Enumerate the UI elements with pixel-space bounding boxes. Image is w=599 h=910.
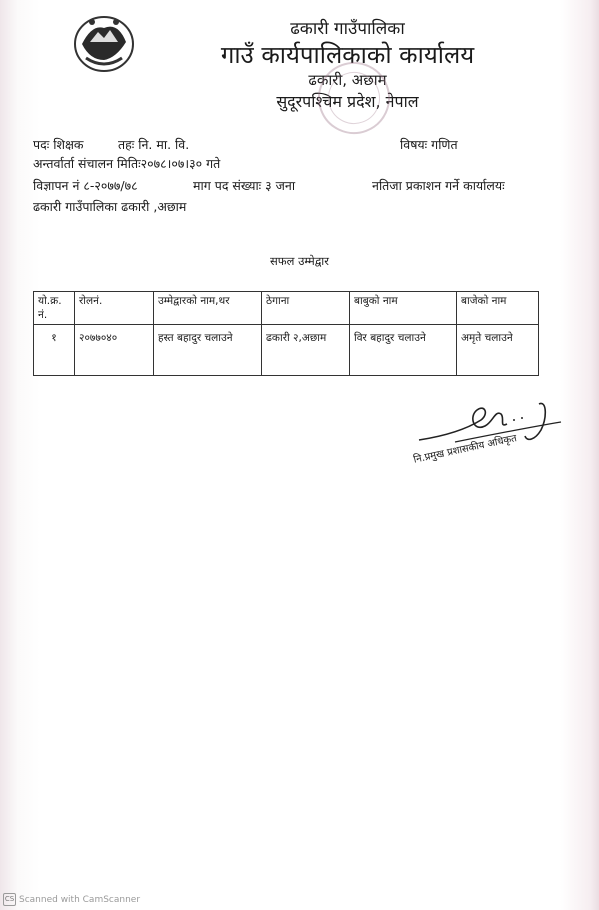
table-row bbox=[34, 325, 539, 376]
watermark-text: Scanned with CamScanner bbox=[19, 894, 141, 905]
signatory-title: नि.प्रमुख प्रशासकीय अधिकृत bbox=[412, 433, 518, 466]
col-roll: रोलनं. bbox=[75, 292, 154, 325]
col-address: ठेगाना bbox=[262, 292, 350, 325]
cell-serial: १ bbox=[34, 325, 75, 376]
demand-count: माग पद संख्याः ३ जना bbox=[193, 178, 296, 193]
publisher-label: नतिजा प्रकाशन गर्ने कार्यालयः bbox=[372, 178, 505, 193]
level-label: तहः नि. मा. वि. bbox=[118, 137, 190, 152]
col-name: उम्मेद्वारको नाम,थर bbox=[154, 292, 262, 325]
camscanner-icon: CS bbox=[3, 893, 16, 906]
advert-number: विज्ञापन नं ८-२०७७/७८ bbox=[33, 178, 138, 193]
table-heading: सफल उम्मेद्वार bbox=[269, 254, 329, 268]
municipality-name: ढकारी गाउँपालिका bbox=[290, 19, 405, 39]
successful-candidates-table bbox=[33, 291, 539, 376]
interview-date: अन्तर्वार्ता संचालन मितिः२०७८।०७।३० गते bbox=[33, 156, 221, 171]
cell-grandfather: अमृते चलाउने bbox=[457, 325, 539, 376]
cell-father: विर बहादुर चलाउने bbox=[350, 325, 457, 376]
cell-roll: २०७७०४० bbox=[75, 325, 154, 376]
post-label: पदः शिक्षक bbox=[33, 137, 84, 152]
cell-address: ढकारी २,अछाम bbox=[262, 325, 350, 376]
col-grandfather: बाजेको नाम bbox=[457, 292, 539, 325]
publisher-office: ढकारी गाउँपालिका ढकारी ,अछाम bbox=[33, 199, 187, 214]
office-title: गाउँ कार्यपालिकाको कार्यालय bbox=[220, 41, 475, 69]
cell-name: हस्त बहादुर चलाउने bbox=[154, 325, 262, 376]
office-address: ढकारी, अछाम bbox=[308, 71, 387, 89]
table-header-row bbox=[34, 292, 539, 325]
subject-label: विषयः गणित bbox=[400, 137, 458, 152]
scanner-watermark bbox=[3, 893, 140, 906]
province-name: सुदूरपश्चिम प्रदेश, नेपाल bbox=[276, 92, 419, 111]
col-serial: यो.क्र. नं. bbox=[34, 292, 75, 325]
col-father: बाबुको नाम bbox=[350, 292, 457, 325]
